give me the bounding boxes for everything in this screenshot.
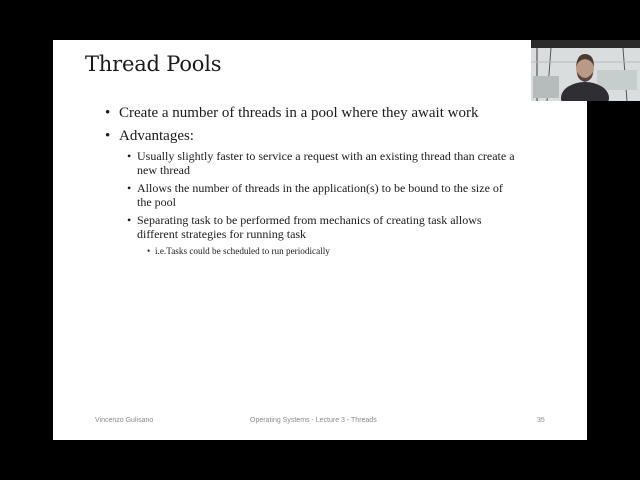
bullet-level1 <box>105 127 545 145</box>
footer-course: Operating Systems - Lecture 3 - Threads <box>250 417 377 424</box>
bullet-level1 <box>105 104 545 122</box>
bullet-text: i.e.Tasks could be scheduled to run periodically <box>155 246 330 256</box>
footer-author: Vincenzo Gulisano <box>95 417 154 424</box>
bullet-glyph: • <box>105 105 111 121</box>
slide-body <box>105 104 545 261</box>
bullet-level3 <box>147 246 545 257</box>
slide-title: Thread Pools <box>85 52 222 76</box>
bullet-glyph: • <box>127 213 132 227</box>
bullet-text: Separating task to be performed from mechanics of creating task allows different strategies for running task <box>137 213 482 241</box>
bullet-glyph: • <box>127 149 132 163</box>
bullet-level2 <box>127 150 517 177</box>
bullet-level2 <box>127 214 517 241</box>
presenter-video-feed <box>531 40 640 101</box>
bullet-text: Allows the number of threads in the application(s) to be bound to the size of the pool <box>137 181 503 209</box>
bullet-text: Usually slightly faster to service a request with an existing thread than create a new thread <box>137 149 515 177</box>
bullet-glyph: • <box>147 246 151 256</box>
footer-page-number: 35 <box>537 417 545 424</box>
bullet-glyph: • <box>105 128 111 144</box>
bullet-level2 <box>127 182 517 209</box>
bullet-text: Create a number of threads in a pool where they await work <box>119 105 479 121</box>
bullet-text: Advantages: <box>119 128 194 144</box>
bullet-glyph: • <box>127 181 132 195</box>
presenter-video-icon <box>531 40 640 101</box>
presentation-slide <box>53 40 587 440</box>
